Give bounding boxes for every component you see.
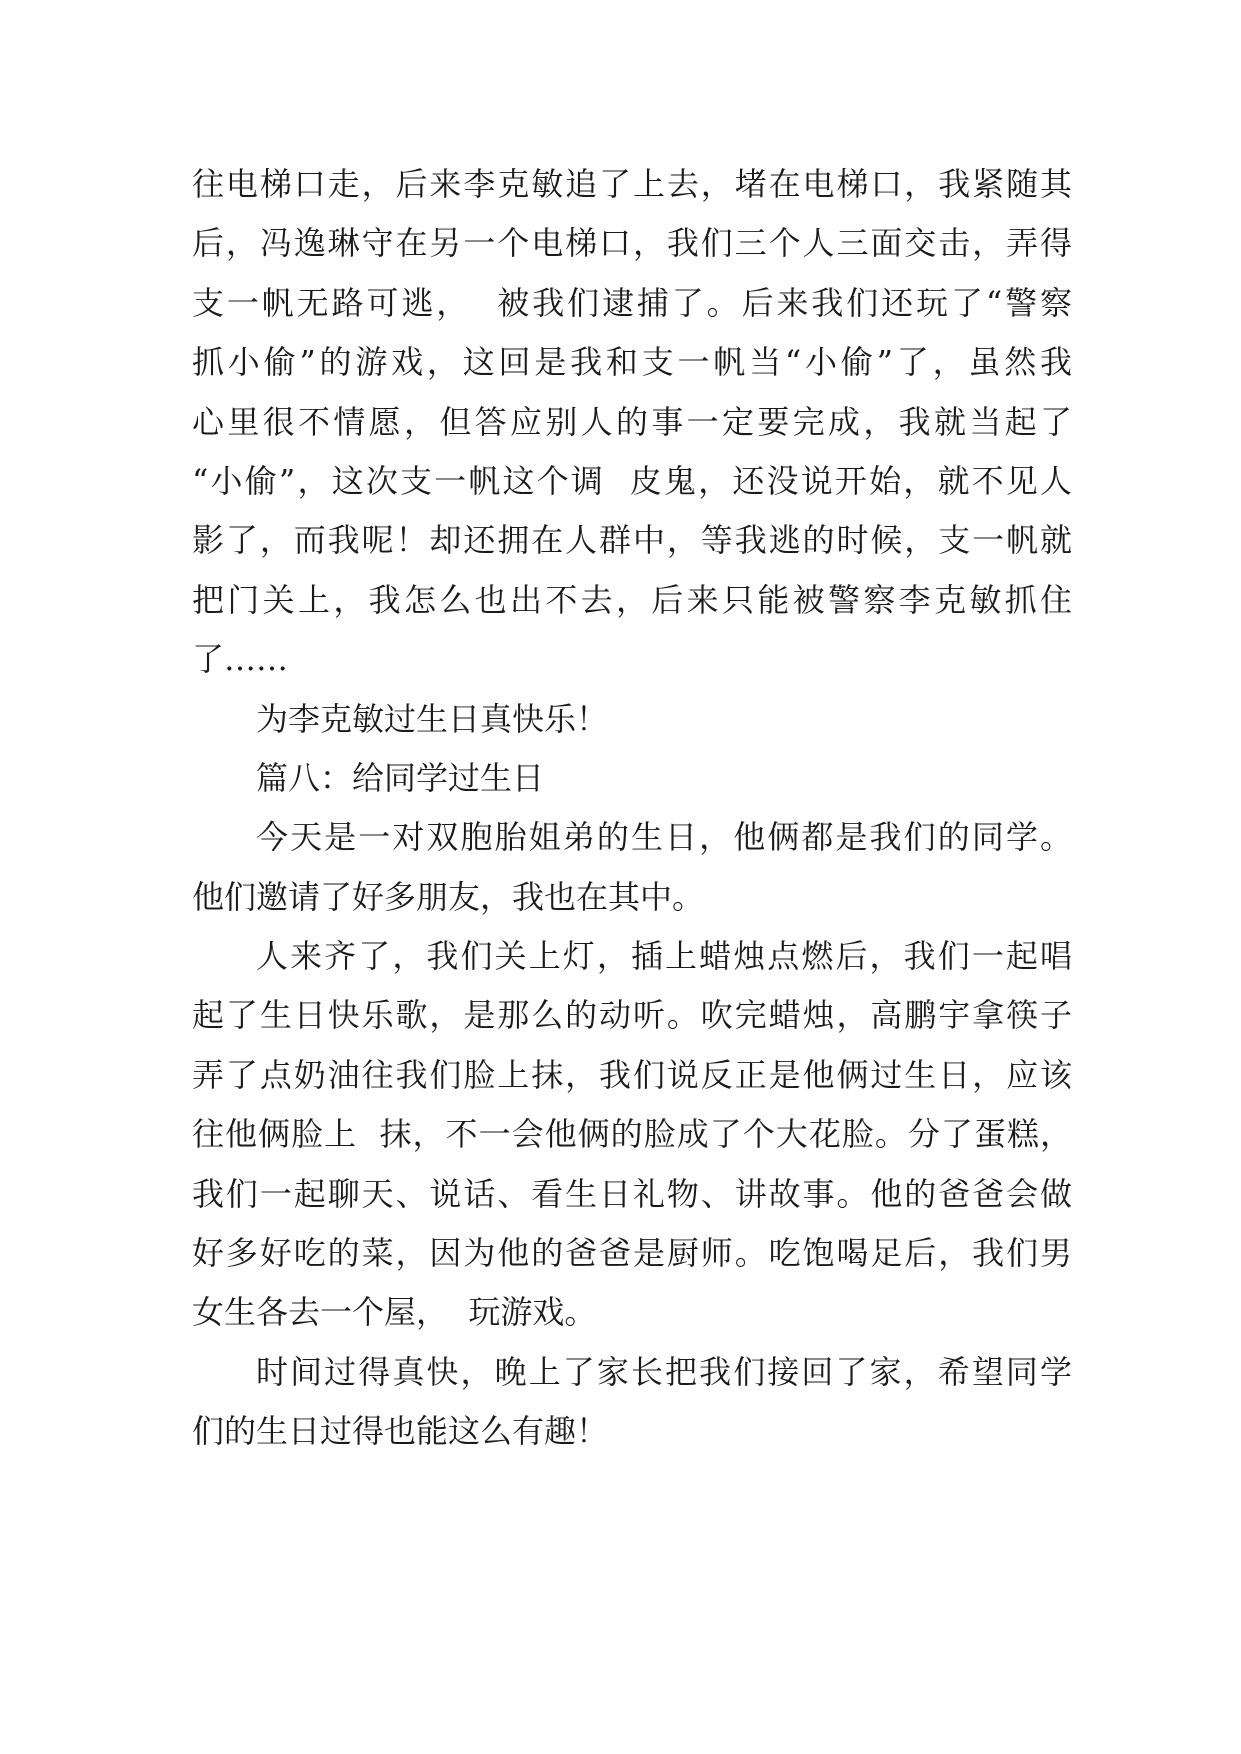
paragraph-first-line: 人来齐了，我们关上灯，插上蜡烛点燃后，我们一起唱 (256, 937, 1072, 976)
body-text (192, 155, 1072, 1462)
text-line: 心里很不情愿，但答应别人的事一定要完成，我就当起了 (192, 402, 1072, 441)
text-line: “小偷”，这次支一帆这个调 皮鬼，还没说开始，就不见人 (192, 461, 1072, 500)
text-line: 起了生日快乐歌，是那么的动听。吹完蜡烛，高鹏宇拿筷子 (192, 996, 1072, 1035)
paragraph-line: 为李克敏过生日真快乐！ (256, 699, 609, 738)
text-line: 影了，而我呢！却还拥在人群中，等我逃的时候，支一帆就 (192, 521, 1072, 560)
text-line: 支一帆无路可逃， 被我们逮捕了。后来我们还玩了“警察 (192, 283, 1072, 322)
text-line: 我们一起聊天、说话、看生日礼物、讲故事。他的爸爸会做 (192, 1174, 1072, 1213)
paragraph-end-line: 女生各去一个屋， 玩游戏。 (192, 1293, 597, 1332)
text-line: 往他俩脸上 抹，不一会他俩的脸成了个大花脸。分了蛋糕， (192, 1115, 1072, 1154)
paragraph-end-line: 他们邀请了好多朋友，我也在其中。 (192, 877, 705, 916)
paragraph-end-line: 了…… (192, 640, 289, 679)
text-line: 弄了点奶油往我们脸上抹，我们说反正是他俩过生日，应该 (192, 1055, 1072, 1094)
paragraph-end-line: 们的生日过得也能这么有趣！ (192, 1412, 609, 1451)
text-line: 把门关上，我怎么也出不去，后来只能被警察李克敏抓住 (192, 580, 1072, 619)
paragraph-first-line: 今天是一对双胞胎姐弟的生日，他俩都是我们的同学。 (256, 818, 1072, 857)
text-line: 抓小偷”的游戏，这回是我和支一帆当“小偷”了，虽然我 (192, 343, 1072, 382)
paragraph-first-line: 时间过得真快，晚上了家长把我们接回了家，希望同学 (256, 1352, 1072, 1391)
text-line: 后，冯逸琳守在另一个电梯口，我们三个人三面交击，弄得 (192, 224, 1072, 263)
section-heading: 篇八：给同学过生日 (256, 758, 545, 797)
text-line: 往电梯口走，后来李克敏追了上去，堵在电梯口，我紧随其 (192, 165, 1072, 203)
text-line: 好多好吃的菜，因为他的爸爸是厨师。吃饱喝足后，我们男 (192, 1234, 1072, 1273)
